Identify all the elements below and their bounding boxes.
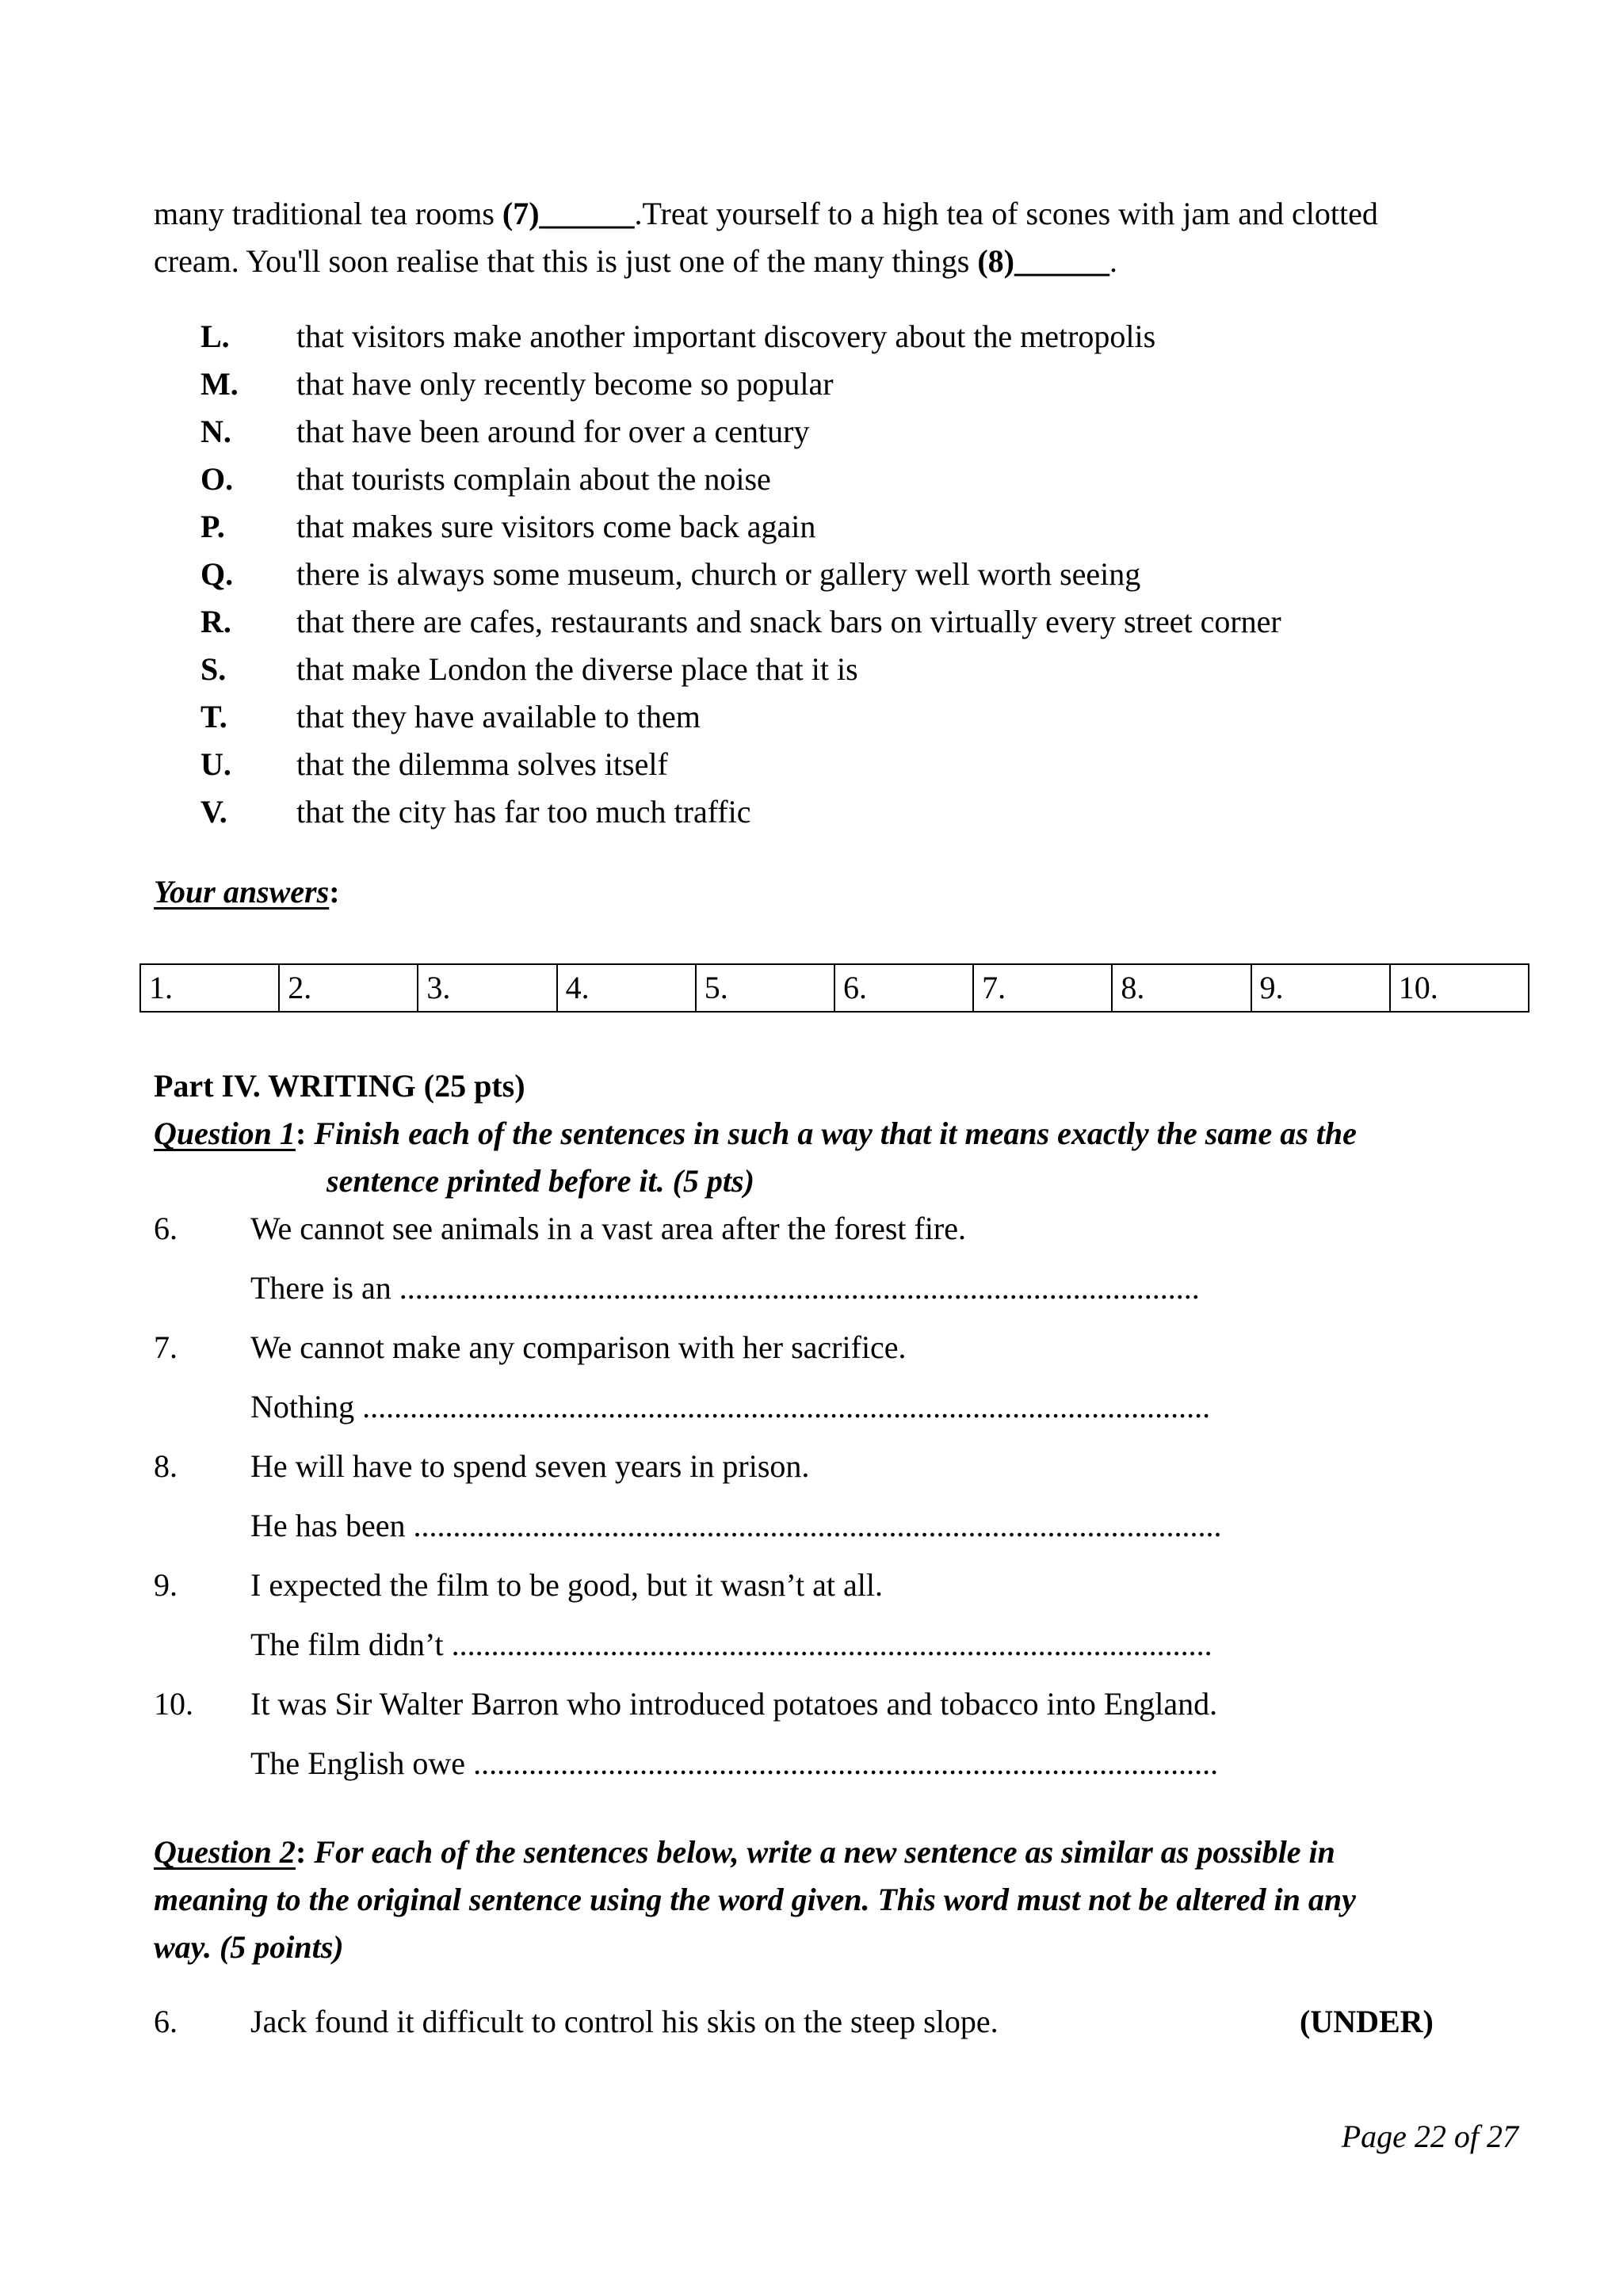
option-text: that have been around for over a century <box>296 414 810 449</box>
question-2-text-cont: meaning to the original sentence using the word given. This word must not be altered in any <box>154 1882 1356 1917</box>
answer-cell-6[interactable]: 6. <box>834 964 973 1012</box>
question-1-instruction <box>154 1110 1357 1158</box>
passage-line-1 <box>154 190 1517 238</box>
answer-dots: ...................................................................................................... <box>413 1508 1222 1543</box>
answer-cell-3[interactable]: 3. <box>418 964 556 1012</box>
gap-number-8: (8) <box>977 243 1014 279</box>
option-letter: P. <box>200 509 225 544</box>
answer-cell-8[interactable]: 8. <box>1112 964 1251 1012</box>
option-text: that they have available to them <box>296 699 701 734</box>
item-number: 6. <box>154 1211 178 1246</box>
answer-line[interactable] <box>250 1383 1210 1431</box>
answer-line[interactable] <box>250 1621 1212 1669</box>
question-2-colon: : <box>295 1834 307 1870</box>
option-letter: O. <box>200 461 234 497</box>
gap-number-7: (7) <box>502 196 540 231</box>
item-prompt: He has been <box>250 1508 414 1543</box>
item-sentence: We cannot make any comparison with her sacrifice. <box>250 1329 907 1365</box>
answer-cell-9[interactable]: 9. <box>1251 964 1390 1012</box>
question-1-colon: : <box>295 1116 307 1151</box>
option-text: that the city has far too much traffic <box>296 794 751 830</box>
gap-blank-7[interactable]: ______ <box>539 196 635 231</box>
answers-heading <box>154 868 340 916</box>
option-letter: S. <box>200 651 227 687</box>
gap-blank-8[interactable]: ______ <box>1014 243 1109 279</box>
answers-colon: : <box>329 874 340 910</box>
answer-line[interactable] <box>250 1264 1200 1312</box>
option-letter: Q. <box>200 556 234 592</box>
option-text: that visitors make another important discovery about the metropolis <box>296 318 1156 354</box>
item-sentence: It was Sir Walter Barron who introduced potatoes and tobacco into England. <box>250 1686 1218 1722</box>
option-text: that make London the diverse place that it is <box>296 651 858 687</box>
answer-line[interactable] <box>250 1740 1218 1787</box>
question-1-text: Finish each of the sentences in such a way that it means exactly the same as the <box>306 1116 1357 1151</box>
option-letter: L. <box>200 318 230 354</box>
item-number: 8. <box>154 1448 178 1484</box>
question-2-text: For each of the sentences below, write a new sentence as similar as possible in <box>306 1834 1335 1870</box>
answer-dots: ........................................................................................................... <box>362 1389 1211 1425</box>
option-letter: T. <box>200 699 227 734</box>
passage-text: .Treat yourself to a high tea of scones with jam and clotted <box>634 196 1378 231</box>
passage-text: . <box>1109 243 1117 279</box>
answer-cell-5[interactable]: 5. <box>696 964 834 1012</box>
item-number: 7. <box>154 1329 178 1365</box>
item-prompt: The English owe <box>250 1745 474 1781</box>
answer-line[interactable] <box>250 1502 1221 1550</box>
item-prompt: There is an <box>250 1270 399 1306</box>
item-number: 10. <box>154 1686 193 1722</box>
question-1-text-cont: sentence printed before it. (5 pts) <box>327 1163 754 1199</box>
option-letter: U. <box>200 746 231 782</box>
answer-cell-7[interactable]: 7. <box>973 964 1112 1012</box>
option-text: that have only recently become so popular <box>296 366 834 402</box>
item-sentence: We cannot see animals in a vast area after the forest fire. <box>250 1211 967 1246</box>
option-letter: M. <box>200 366 239 402</box>
answer-dots: ................................................................................................ <box>451 1627 1212 1662</box>
option-letter: V. <box>200 794 227 830</box>
item-prompt: Nothing <box>250 1389 363 1425</box>
option-letter: N. <box>200 414 231 449</box>
answer-cell-4[interactable]: 4. <box>557 964 696 1012</box>
answer-dots: ..................................................................................................... <box>399 1270 1200 1306</box>
page-number: Page 22 of 27 <box>1341 2119 1518 2154</box>
item-prompt: The film didn’t <box>250 1627 452 1662</box>
question-2-text-cont: way. (5 points) <box>154 1929 344 1965</box>
option-text: there is always some museum, church or gallery well worth seeing <box>296 556 1141 592</box>
question-2-instruction <box>154 1829 1335 1876</box>
question-2-label: Question 2 <box>154 1834 296 1870</box>
item-sentence: I expected the film to be good, but it wasn’t at all. <box>250 1567 883 1603</box>
item-number: 9. <box>154 1567 178 1603</box>
item-sentence: He will have to spend seven years in prison. <box>250 1448 810 1484</box>
passage-text: cream. You'll soon realise that this is just one of the many things <box>154 243 978 279</box>
option-text: that tourists complain about the noise <box>296 461 771 497</box>
option-text: that the dilemma solves itself <box>296 746 668 782</box>
item-sentence: Jack found it difficult to control his skis on the steep slope. <box>250 2004 999 2039</box>
part-heading: Part IV. WRITING (25 pts) <box>154 1068 525 1104</box>
answer-dots: .............................................................................................. <box>473 1745 1219 1781</box>
answers-label: Your answers <box>154 874 330 910</box>
option-letter: R. <box>200 604 231 639</box>
passage-text: many traditional tea rooms <box>154 196 502 231</box>
option-text: that there are cafes, restaurants and snack bars on virtually every street corner <box>296 604 1281 639</box>
key-word: (UNDER) <box>1300 2004 1434 2039</box>
passage-line-2 <box>154 238 1117 285</box>
item-number: 6. <box>154 2004 178 2039</box>
answer-cell-2[interactable]: 2. <box>279 964 418 1012</box>
answers-row <box>140 964 1529 1012</box>
option-text: that makes sure visitors come back again <box>296 509 816 544</box>
question-1-label: Question 1 <box>154 1116 296 1151</box>
answer-cell-1[interactable]: 1. <box>140 964 279 1012</box>
answers-table <box>139 963 1529 1013</box>
answer-cell-10[interactable]: 10. <box>1390 964 1529 1012</box>
